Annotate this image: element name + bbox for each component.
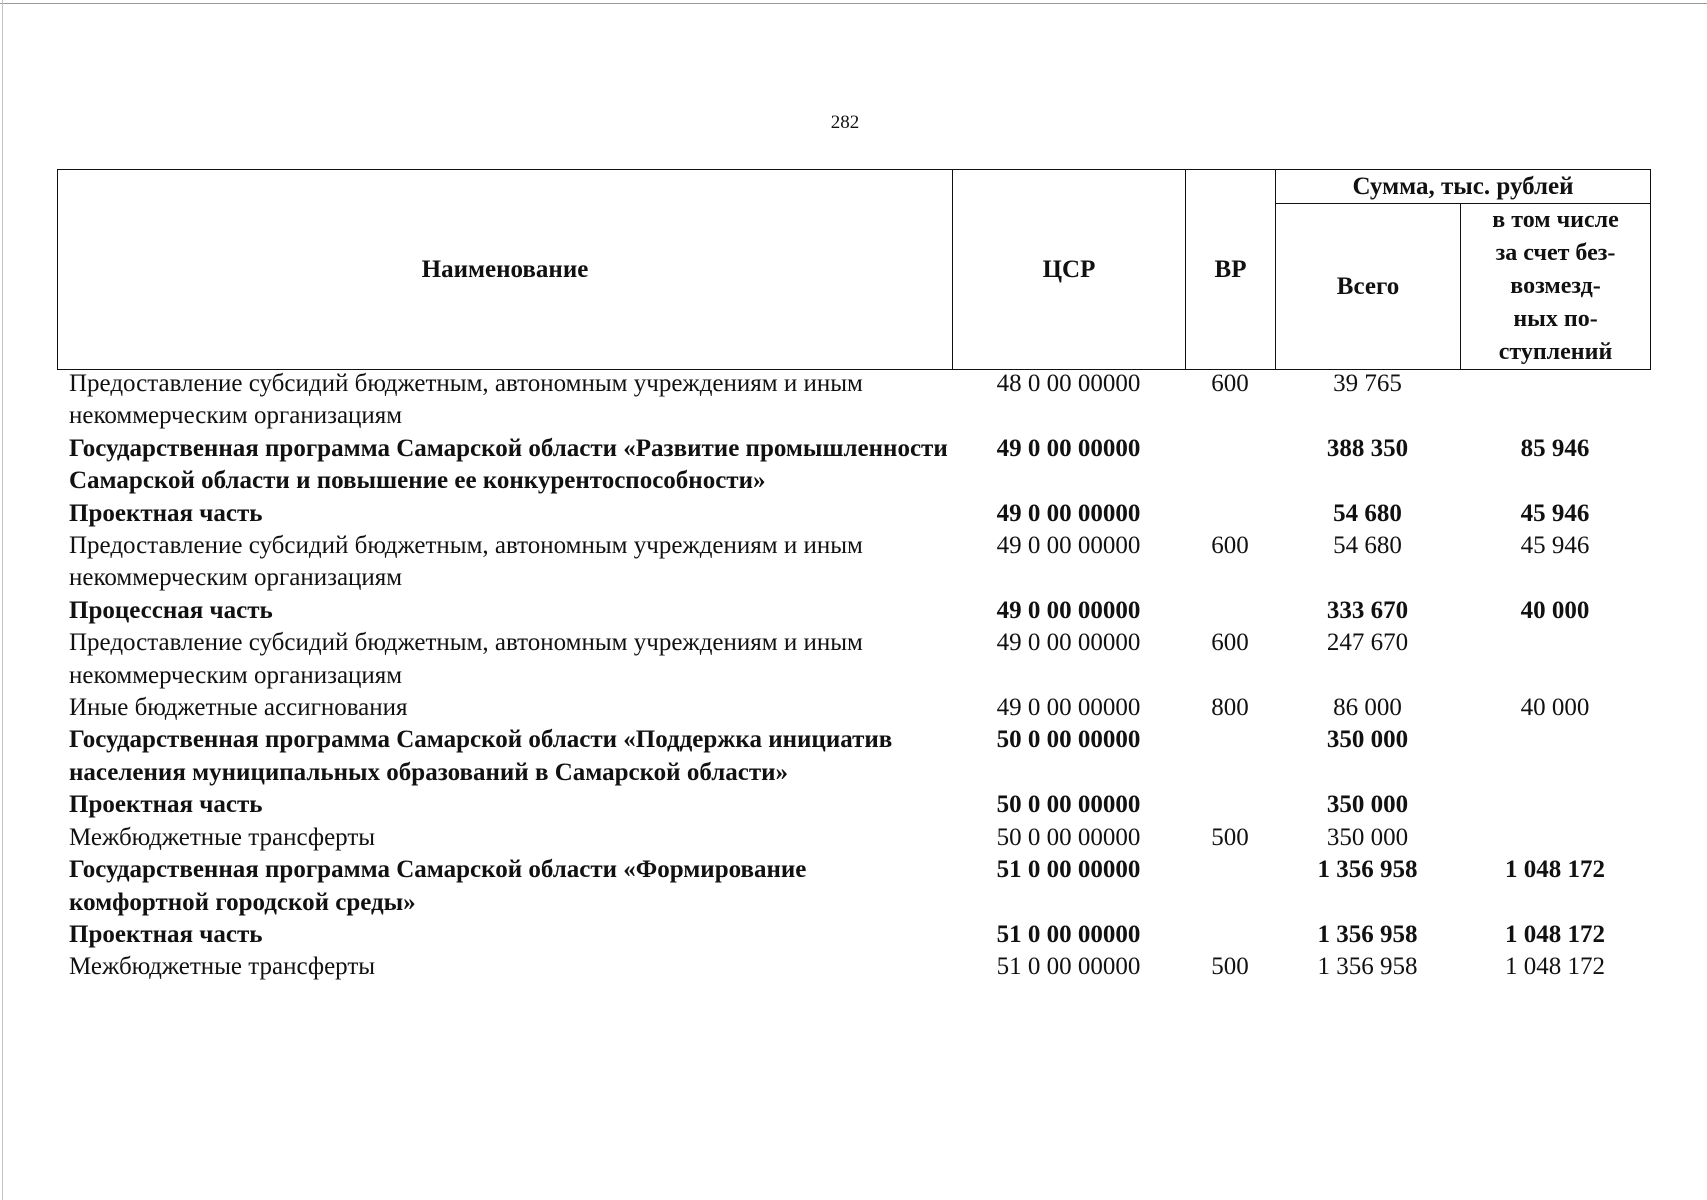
cell-total: 1 356 958: [1317, 856, 1418, 884]
cell-total: 54 680: [1333, 499, 1402, 527]
table-row: [57, 627, 1650, 692]
cell-csr: 51 0 00 00000: [996, 856, 1141, 884]
table-row: [57, 692, 1650, 724]
cell-total: 54 680: [1333, 532, 1402, 560]
cell-total: 39 765: [1333, 370, 1402, 397]
cell-csr: 50 0 00 00000: [996, 823, 1141, 851]
cell-gratuitous: 40 000: [1520, 596, 1590, 624]
cell-total: 247 670: [1326, 629, 1409, 657]
cell-name: Проектная часть: [69, 499, 263, 527]
cell-csr: 49 0 00 00000: [996, 532, 1141, 560]
cell-vr: [1185, 498, 1275, 530]
cell-vr: [1185, 595, 1275, 627]
table-row: [57, 822, 1650, 854]
cell-gratuitous: 45 946: [1520, 532, 1590, 560]
table-body: [57, 368, 1650, 984]
table-row: [57, 595, 1650, 627]
header-gratuitous-line: ных по-: [1513, 306, 1598, 332]
header-csr: ЦСР: [953, 170, 1186, 370]
cell-vr: [1185, 724, 1275, 789]
cell-total: 333 670: [1326, 596, 1409, 624]
cell-name: Государственная программа Самарской области «Развитие промышленности Самарской области и повышение ее конкурентоспособности»: [69, 434, 948, 495]
cell-gratuitous: [1460, 724, 1650, 789]
cell-vr: 500: [1211, 823, 1249, 851]
table-header: [57, 169, 1651, 370]
cell-total: 350 000: [1326, 823, 1409, 851]
scan-top-border: [0, 3, 1707, 4]
cell-gratuitous: [1460, 368, 1650, 433]
cell-name: Предоставление субсидий бюджетным, автономным учреждениям и иным некоммерческим организациям: [69, 629, 863, 689]
cell-gratuitous: 1 048 172: [1505, 953, 1605, 981]
cell-gratuitous: 1 048 172: [1505, 920, 1605, 948]
table-row: [57, 854, 1650, 919]
header-gratuitous-line: в том числе: [1492, 207, 1619, 233]
header-gratuitous-line: за счет без-: [1495, 240, 1616, 266]
table-row: [57, 368, 1650, 433]
table-row: [57, 951, 1650, 983]
cell-gratuitous: 1 048 172: [1505, 856, 1605, 884]
table-row: [57, 919, 1650, 951]
cell-vr: [1185, 789, 1275, 821]
cell-vr: 600: [1211, 532, 1249, 560]
scan-left-border: [2, 0, 3, 1200]
cell-vr: 600: [1211, 629, 1249, 657]
cell-vr: [1185, 433, 1275, 498]
cell-gratuitous: 45 946: [1520, 499, 1590, 527]
header-total: Всего: [1276, 204, 1461, 370]
cell-csr: 50 0 00 00000: [996, 791, 1141, 819]
cell-csr: 50 0 00 00000: [996, 726, 1141, 754]
cell-csr: 49 0 00 00000: [996, 434, 1141, 462]
cell-gratuitous: [1460, 822, 1650, 854]
cell-vr: 500: [1211, 953, 1249, 981]
cell-gratuitous: 40 000: [1520, 694, 1590, 722]
cell-vr: [1185, 854, 1275, 919]
cell-gratuitous: [1460, 789, 1650, 821]
cell-csr: 51 0 00 00000: [996, 953, 1141, 981]
table-row: [57, 789, 1650, 821]
cell-gratuitous: 85 946: [1520, 434, 1590, 462]
cell-name: Государственная программа Самарской области «Поддержка инициатив населения муниципальных образований в Самарской области»: [69, 726, 893, 786]
cell-name: Межбюджетные трансферты: [69, 953, 376, 981]
table-row: [57, 433, 1650, 498]
cell-name: Проектная часть: [69, 791, 263, 819]
cell-vr: [1185, 919, 1275, 951]
cell-total: 350 000: [1326, 791, 1409, 819]
cell-csr: 51 0 00 00000: [996, 920, 1141, 948]
cell-name: Проектная часть: [69, 920, 263, 948]
cell-csr: 49 0 00 00000: [996, 629, 1141, 657]
cell-total: 86 000: [1333, 694, 1402, 722]
cell-total: 350 000: [1326, 726, 1409, 754]
cell-csr: 48 0 00 00000: [996, 370, 1141, 397]
cell-gratuitous: [1460, 627, 1650, 692]
cell-name: Иные бюджетные ассигнования: [69, 694, 408, 722]
cell-name: Межбюджетные трансферты: [69, 823, 376, 851]
cell-name: Государственная программа Самарской области «Формирование комфортной городской среды»: [69, 856, 807, 916]
cell-name: Процессная часть: [69, 596, 273, 624]
cell-vr: 600: [1211, 370, 1249, 397]
page-number: 282: [830, 112, 860, 133]
header-gratuitous-line: ступлений: [1498, 339, 1613, 365]
table-row: [57, 724, 1650, 789]
cell-name: Предоставление субсидий бюджетным, автономным учреждениям и иным некоммерческим организациям: [69, 370, 863, 430]
table-row: [57, 498, 1650, 530]
header-gratuitous-line: возмезд-: [1510, 273, 1601, 299]
header-sum: Сумма, тыс. рублей: [1276, 170, 1651, 204]
cell-csr: 49 0 00 00000: [996, 694, 1141, 722]
cell-total: 1 356 958: [1317, 953, 1418, 981]
cell-name: Предоставление субсидий бюджетным, автономным учреждениям и иным некоммерческим организациям: [69, 532, 863, 592]
cell-total: 1 356 958: [1317, 920, 1418, 948]
header-gratuitous: [1461, 204, 1651, 370]
cell-total: 388 350: [1326, 434, 1409, 462]
header-vr: ВР: [1186, 170, 1276, 370]
cell-csr: 49 0 00 00000: [996, 596, 1141, 624]
cell-csr: 49 0 00 00000: [996, 499, 1141, 527]
header-name: Наименование: [58, 170, 953, 370]
table-row: [57, 530, 1650, 595]
cell-vr: 800: [1211, 694, 1249, 722]
